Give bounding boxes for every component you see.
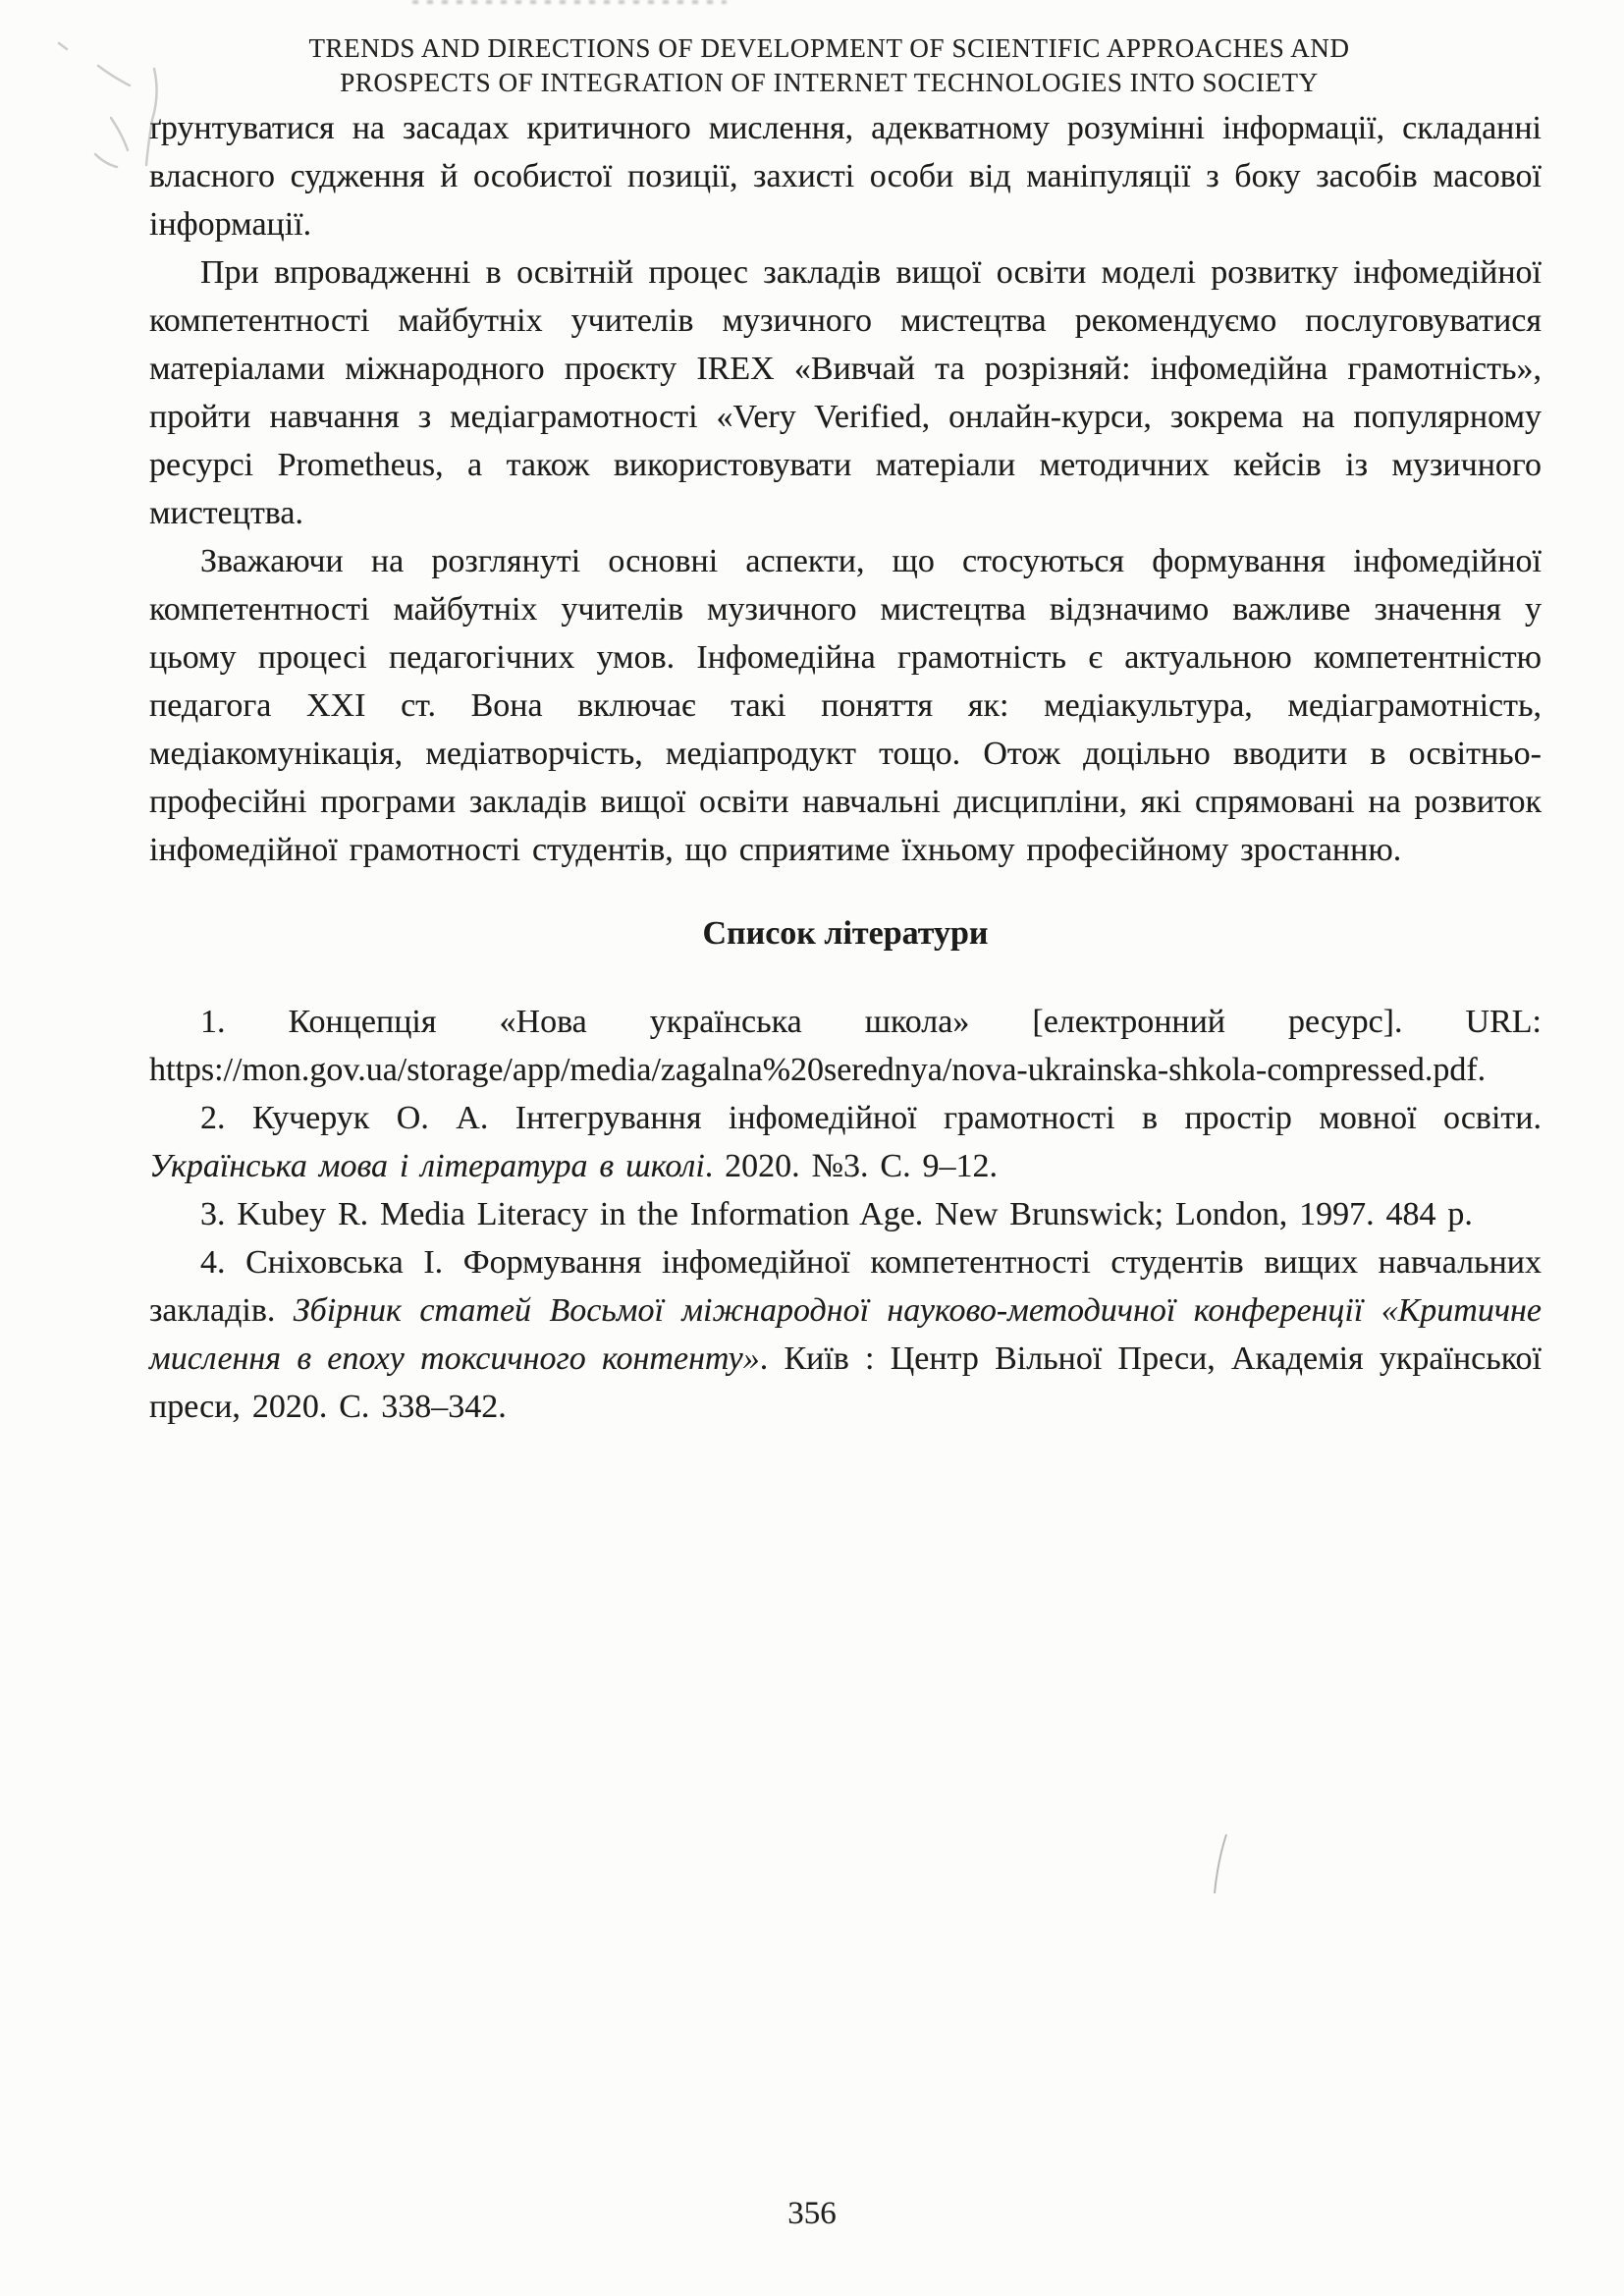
reference-3-text: 3. Kubey R. Media Literacy in the Information Age. New Brunswick; London, 1997. 484 p. [200, 1196, 1473, 1232]
reference-2-source-title: Українська мова і література в школі [149, 1148, 705, 1184]
reference-2-suffix: . 2020. №3. С. 9–12. [704, 1148, 998, 1184]
reference-item-4 [149, 1238, 1542, 1431]
paragraph-3: Зважаючи на розглянуті основні аспекти, що стосуються формування інфомедійної компетентності майбутніх учителів музичного мистецтва відзначимо важливе значення у цьому процесі педагогічних умов. Інфомедійна грамотність є актуальною компетентністю педагога XXI ст. Вона включає такі поняття як: медіакультура, медіаграмотність, медіакомунікація, медіатворчість, медіапродукт тощо. Отож доцільно вводити в освітньо-професійні програми закладів вищої освіти навчальні дисципліни, які спрямовані на розвиток інфомедійної грамотності студентів, що сприятиме їхньому професійному зростанню. [149, 543, 1542, 868]
page-content [149, 104, 1542, 1431]
reference-item-2 [149, 1094, 1542, 1190]
reference-2-prefix: 2. Кучерук О. А. Інтегрування інфомедійної грамотності в простір мовної освіти. [200, 1100, 1542, 1136]
running-header-line1: TRENDS AND DIRECTIONS OF DEVELOPMENT OF SCIENTIFIC APPROACHES AND [308, 33, 1350, 63]
reference-4-prefix: 4. Сніховська І. Формування інфомедійної компетентності студентів вищих навчальних закладів. [149, 1244, 1542, 1329]
reference-item-3 [149, 1190, 1542, 1238]
reference-4-source-title: Збірник статей Восьмої міжнародної науково-методичної конференції «Критичне мислення в епоху токсичного контенту» [149, 1292, 1543, 1377]
reference-4-suffix: . Київ : Центр Вільної Преси, Академія української преси, 2020. С. 338–342. [149, 1340, 1542, 1425]
paragraph-2: При впровадженні в освітній процес закладів вищої освіти моделі розвитку інфомедійної компетентності майбутніх учителів музичного мистецтва рекомендуємо послуговуватися матеріалами міжнародного проєкту IREX «Вивчай та розрізняй: інфомедійна грамотність», пройти навчання з медіаграмотності «Very Verified, онлайн-курси, зокрема на популярному ресурсі Prometheus, а також використовувати матеріали методичних кейсів із музичного мистецтва. [149, 254, 1542, 531]
running-header [128, 31, 1531, 100]
running-header-line2: PROSPECTS OF INTEGRATION OF INTERNET TECHNOLOGIES INTO SOCIETY [340, 68, 1319, 97]
scan-smudge-artifact [412, 0, 727, 4]
reference-1-text: 1. Концепція «Нова українська школа» [електронний ресурс]. URL: https://mon.gov.ua/storage/app/media/zagalna%20serednya/nova-ukrainska-shkola-compressed.pdf. [149, 1004, 1542, 1088]
scan-slash-artifact [1203, 1829, 1236, 1901]
references-heading: Список літератури [702, 915, 989, 952]
paragraph-1: ґрунтуватися на засадах критичного мислення, адекватному розумінні інформації, складанні власного судження й особистої позиції, захисті особи від маніпуляції з боку засобів масової інформації. [149, 110, 1542, 243]
reference-item-1 [149, 998, 1542, 1094]
page-number: 356 [787, 2196, 837, 2231]
